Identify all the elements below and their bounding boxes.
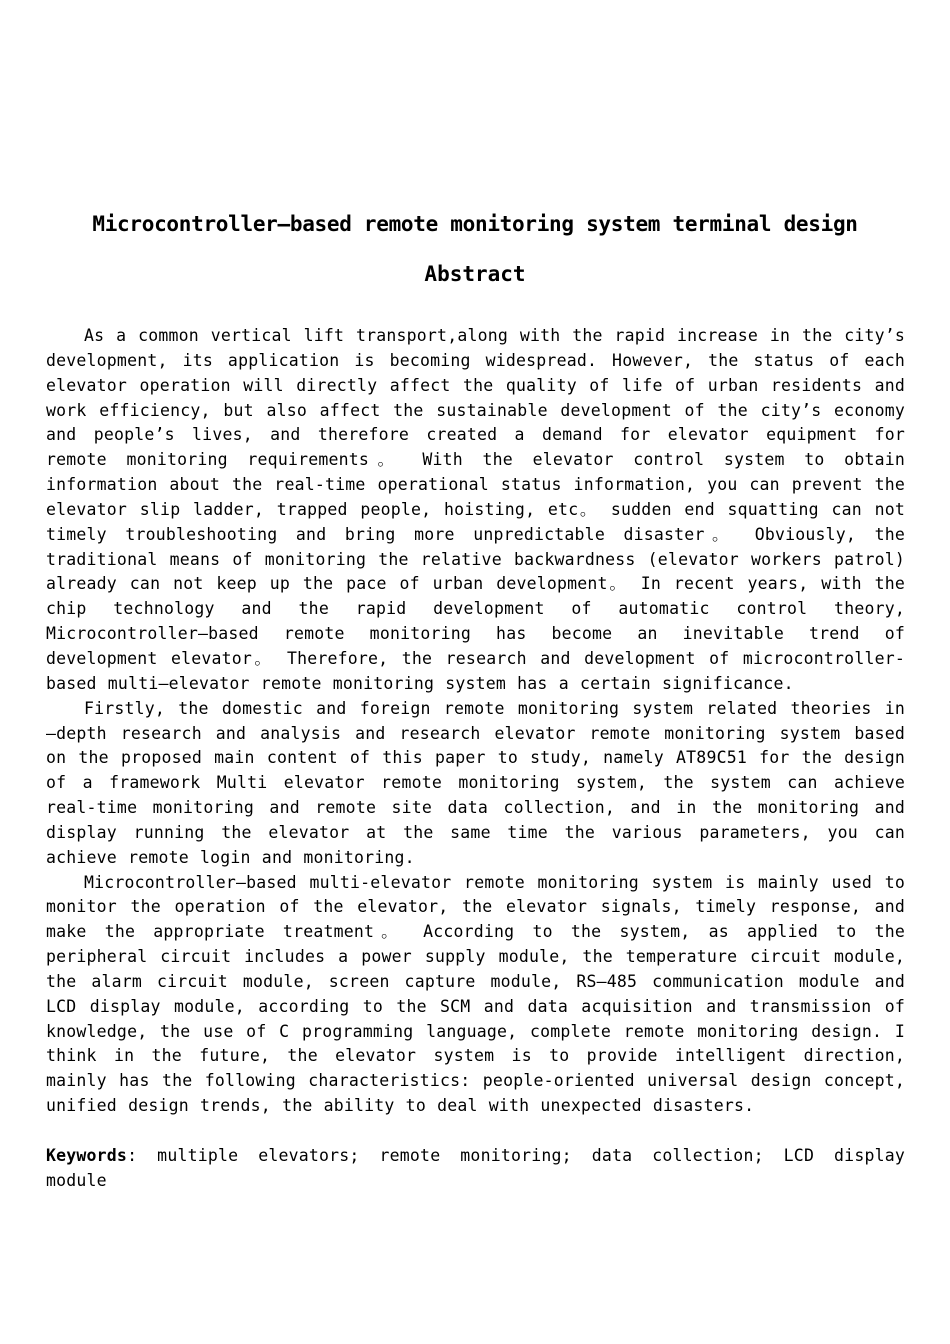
- keywords-label: Keywords: [46, 1146, 128, 1165]
- abstract-body: [46, 324, 905, 1194]
- abstract-heading: Abstract: [424, 262, 526, 286]
- abstract-paragraph-3: Microcontroller—based multi-elevator remote monitoring system is mainly used to monitor the operation of the elevator, the elevator signals, timely response, and make the appropriate treatment。 According to the system, as applied to the peripheral circuit includes a power supply module, the temperature circuit module, the alarm circuit module, screen capture module, RS—485 communication module and LCD display module, according to the SCM and data acquisition and transmission of knowledge, the use of C programming language, complete remote monitoring design. I think in the future, the elevator system is to provide intelligent direction, mainly has the following characteristics: people-oriented universal design concept, unified design trends, the ability to deal with unexpected disasters.: [46, 872, 905, 1116]
- document-title: Microcontroller—based remote monitoring system terminal design: [92, 212, 858, 236]
- keywords-line: [46, 1144, 905, 1194]
- abstract-paragraph-1: As a common vertical lift transport,along with the rapid increase in the city’s development, its application is becoming widespread. However, the status of each elevator operation will directly affect the quality of life of urban residents and work efficiency, but also affect the sustainable development of the city’s economy and people’s lives, and therefore created a demand for elevator equipment for remote monitoring requirements。 With the elevator control system to obtain information about the real-time operational status information, you can prevent the elevator slip ladder, trapped people, hoisting, etc。 sudden end squatting can not timely troubleshooting and bring more unpredictable disaster。 Obviously, the traditional means of monitoring the relative backwardness (elevator workers patrol) already can not keep up the pace of urban development。 In recent years, with the chip technology and the rapid development of automatic control theory, Microcontroller—based remote monitoring has become an inevitable trend of development elevator。 Therefore, the research and development of microcontroller-based multi—elevator remote monitoring system has a certain significance.: [46, 326, 905, 693]
- keywords-list: : multiple elevators; remote monitoring; data collection; LCD display module: [46, 1146, 905, 1190]
- abstract-paragraph-2: Firstly, the domestic and foreign remote monitoring system related theories in —depth research and analysis and research elevator remote monitoring system based on the proposed main content of this paper to study, namely AT89C51 for the design of a framework Multi elevator remote monitoring system, the system can achieve real-time monitoring and remote site data collection, and in the monitoring and display running the elevator at the same time the various parameters, you can achieve remote login and monitoring.: [46, 698, 905, 867]
